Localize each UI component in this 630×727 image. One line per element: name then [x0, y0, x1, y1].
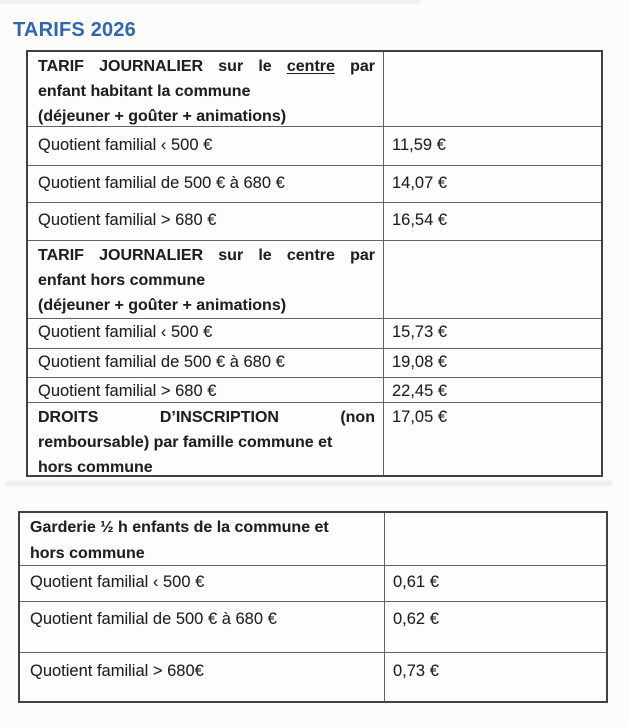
table-row [28, 126, 601, 165]
tariff-label-cell: Garderie ½ h enfants de la commune et hors commune [20, 513, 385, 565]
tariff-label-cell: Quotient familial > 680 € [28, 378, 384, 402]
garderie-table [18, 511, 608, 703]
tarif-journalier-table [26, 50, 603, 477]
price-cell [384, 241, 601, 318]
price-cell: 15,73 € [392, 323, 448, 341]
tariff-label-cell: Quotient familial de 500 € à 680 € [28, 349, 384, 377]
price-cell: 0,61 € [393, 573, 439, 591]
price-cell: 17,05 € [392, 408, 448, 426]
price-cell: 14,07 € [392, 174, 448, 192]
page-title: TARIFS 2026 [13, 19, 136, 42]
price-cell: 19,08 € [392, 353, 448, 371]
price-cell [384, 52, 601, 126]
tariff-label-cell: Quotient familial ‹ 500 € [28, 127, 384, 165]
price-cell: 22,45 € [392, 382, 448, 400]
tariff-label-cell: TARIF JOURNALIER sur le centre par enfant hors commune (déjeuner + goûter + animations) [28, 241, 384, 318]
table-row [20, 565, 606, 601]
price-cell: 0,73 € [393, 662, 439, 680]
price-cell: 11,59 € [392, 136, 446, 154]
table-row [20, 513, 606, 565]
tariff-label-cell: Quotient familial > 680 € [28, 203, 384, 240]
price-cell: 16,54 € [392, 211, 448, 229]
scan-artifact [6, 481, 612, 486]
tariff-label-cell: Quotient familial ‹ 500 € [28, 319, 384, 348]
tariff-label-cell: Quotient familial > 680€ [20, 653, 385, 701]
table-row [28, 240, 601, 318]
table-row [28, 348, 601, 377]
table-row [20, 601, 606, 652]
tariff-label-cell: DROITS D’INSCRIPTION (non remboursable) par famille commune et hors commune [28, 403, 384, 475]
table-row [28, 202, 601, 240]
tariff-label-cell: TARIF JOURNALIER sur le centre par enfant habitant la commune (déjeuner + goûter + animations) [28, 52, 384, 126]
tariff-label-cell: Quotient familial ‹ 500 € [20, 566, 385, 601]
table-row [28, 402, 601, 475]
scan-artifact [0, 0, 420, 3]
table-row [28, 377, 601, 402]
table-row [28, 318, 601, 348]
price-cell: 0,62 € [393, 610, 439, 628]
tariff-label-cell: Quotient familial de 500 € à 680 € [20, 602, 385, 652]
table-row [28, 52, 601, 126]
table-row [20, 652, 606, 701]
tariff-label-cell: Quotient familial de 500 € à 680 € [28, 166, 384, 202]
table-row [28, 165, 601, 202]
price-cell [385, 513, 606, 565]
